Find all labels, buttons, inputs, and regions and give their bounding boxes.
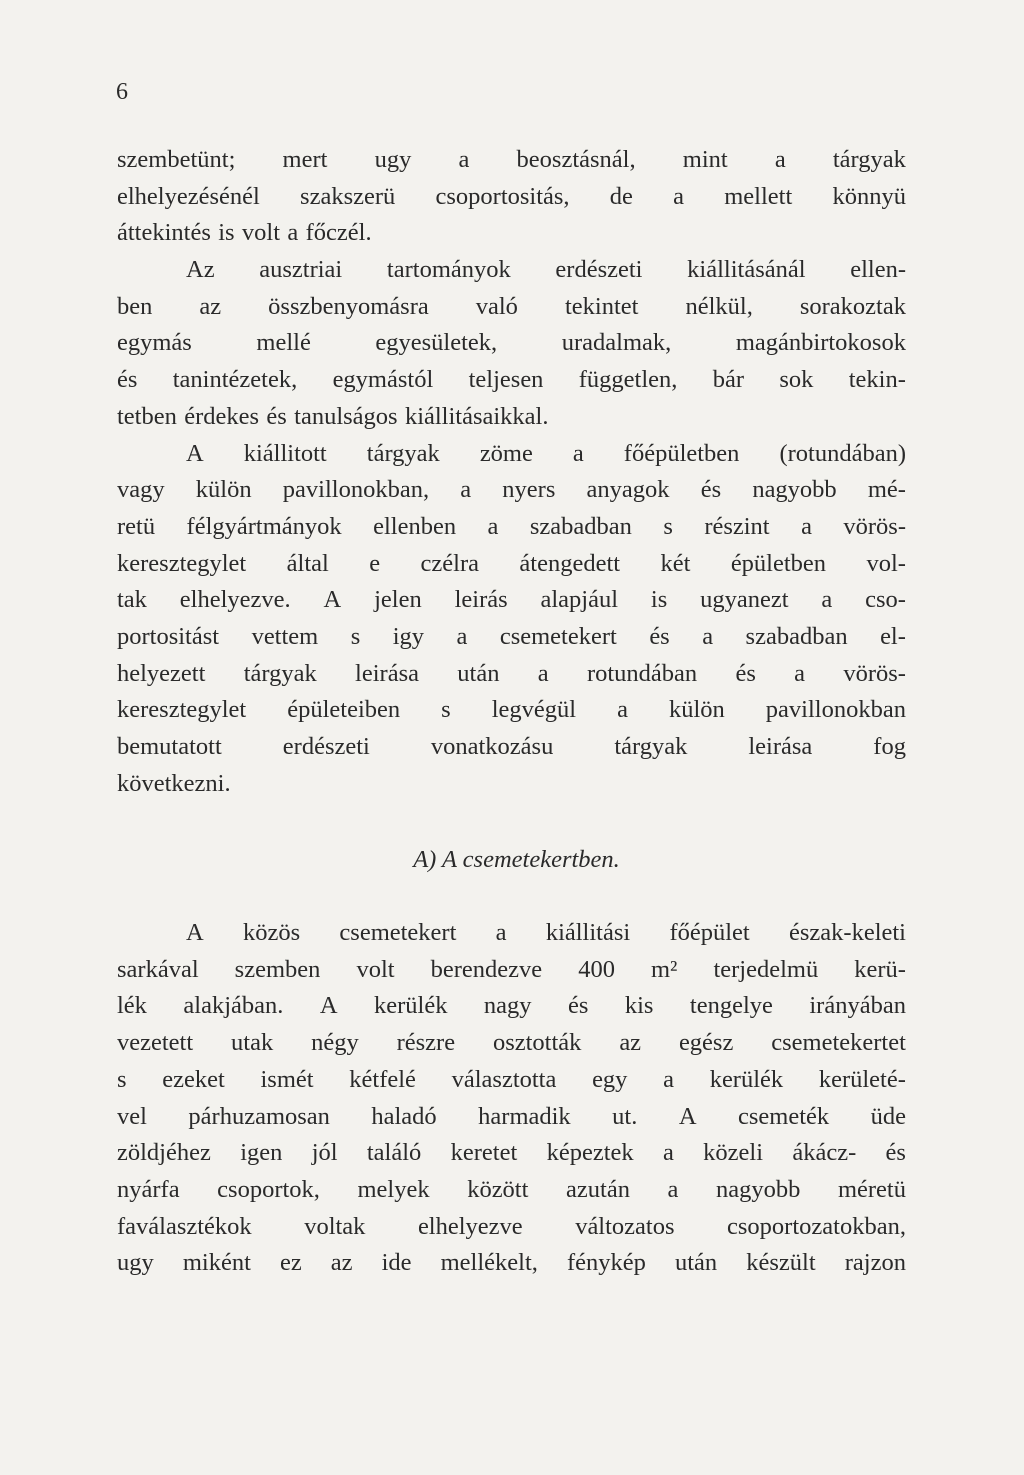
text-line: következni.	[117, 769, 231, 797]
text-line: bemutatott erdészeti vonatkozásu tárgyak leirása fog	[117, 733, 906, 760]
text-line: vagy külön pavillonokban, a nyers anyagok és nagyobb mé-	[117, 476, 906, 504]
text-line: lék alakjában. A kerülék nagy és kis tengelye irányában	[117, 992, 906, 1020]
body-text	[117, 142, 906, 1282]
section-label: A)	[413, 846, 437, 874]
text-line: áttekintés is volt a főczél.	[117, 219, 372, 247]
text-line: portositást vettem s igy a csemetekert és a szabadban el-	[117, 622, 906, 650]
text-line: A közös csemetekert a kiállitási főépület észak-keleti	[186, 919, 906, 947]
text-line: nyárfa csoportok, melyek között azután a nagyobb méretü	[117, 1175, 906, 1203]
text-line: és tanintézetek, egymástól teljesen független, bár sok tekin-	[117, 366, 906, 394]
text-line: keresztegylet által e czélra átengedett két épületben vol-	[117, 549, 906, 577]
text-line: vel párhuzamosan haladó harmadik ut. A csemeték üde	[117, 1102, 906, 1130]
paragraph	[117, 252, 906, 435]
paragraphs-container	[117, 142, 906, 802]
text-line: szembetünt; mert ugy a beosztásnál, mint a tárgyak	[117, 146, 906, 173]
text-line: ugy miként ez az ide mellékelt, fénykép után készült rajzon	[117, 1249, 906, 1277]
page-number: 6	[116, 79, 128, 105]
paragraph	[117, 436, 906, 803]
text-line: sarkával szemben volt berendezve 400 m² terjedelmü kerü-	[117, 955, 906, 983]
text-line: retü félgyártmányok ellenben a szabadban s részint a vörös-	[117, 512, 906, 540]
text-line: elhelyezésénél szakszerü csoportositás, de a mellett könnyü	[117, 182, 906, 210]
text-line: s ezeket ismét kétfelé választotta egy a kerülék kerületé-	[117, 1065, 906, 1093]
text-line: ben az összbenyomásra való tekintet nélkül, sorakoztak	[117, 292, 906, 320]
text-line: tak elhelyezve. A jelen leirás alapjául is ugyanezt a cso-	[117, 586, 906, 614]
heading-spacer	[117, 802, 906, 842]
text-line: vezetett utak négy részre osztották az egész csemetekertet	[117, 1029, 906, 1057]
paragraph	[117, 142, 906, 252]
text-line: faválasztékok voltak elhelyezve változatos csoportozatokban,	[117, 1212, 906, 1240]
text-line: Az ausztriai tartományok erdészeti kiállitásánál ellen-	[186, 256, 906, 284]
text-line: egymás mellé egyesületek, uradalmak, magánbirtokosok	[117, 329, 906, 357]
text-line: keresztegylet épületeiben s legvégül a külön pavillonokban	[117, 696, 906, 724]
section-title: A csemetekertben.	[442, 846, 620, 874]
section-heading	[117, 842, 906, 879]
text-line: zöldjéhez igen jól találó keretet képeztek a közeli ákácz- és	[117, 1139, 906, 1167]
text-line: A kiállitott tárgyak zöme a főépületben (rotundában)	[186, 439, 906, 467]
text-line: tetben érdekes és tanulságos kiállitásaikkal.	[117, 402, 549, 430]
text-line: helyezett tárgyak leirása után a rotundában és a vörös-	[117, 659, 906, 687]
section-paragraph	[117, 915, 906, 1282]
